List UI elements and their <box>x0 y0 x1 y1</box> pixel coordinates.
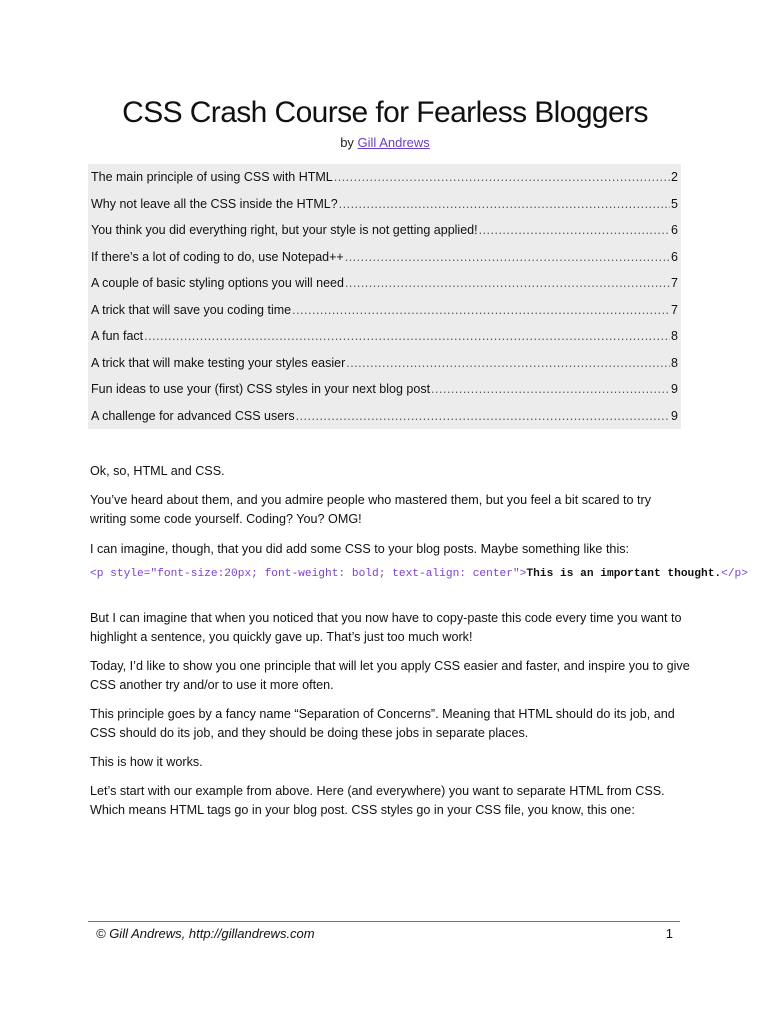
paragraph-intro: Ok, so, HTML and CSS. <box>90 464 225 478</box>
code-close-tag: </p> <box>721 568 748 580</box>
toc-entry[interactable] <box>88 376 681 403</box>
byline <box>0 135 770 150</box>
toc-entry-label: Fun ideas to use your (first) CSS styles in your next blog post <box>91 382 431 396</box>
toc-entry-page: 2 <box>671 170 678 184</box>
code-attr-name: style= <box>110 568 151 580</box>
code-text-content: This is an important thought. <box>526 568 722 580</box>
paragraph-heard-about: You’ve heard about them, and you admire people who mastered them, but you feel a bit scared to try writing some code yourself. Coding? You? OMG! <box>90 493 651 526</box>
toc-entry-label: If there’s a lot of coding to do, use Notepad++ <box>91 249 344 264</box>
toc-entry-label: You think you did everything right, but your style is not getting applied! <box>91 223 478 237</box>
author-link[interactable]: Gill Andrews <box>357 135 430 150</box>
paragraph-copy-paste: But I can imagine that when you noticed that you now have to copy-paste this code every time you want to highlight a sentence, you quickly gave up. That’s just too much work! <box>90 611 682 644</box>
toc-leader-dots <box>292 297 670 324</box>
table-of-contents <box>88 164 681 429</box>
toc-leader-dots <box>345 270 670 297</box>
toc-entry[interactable] <box>88 350 681 377</box>
toc-entry[interactable] <box>88 164 681 191</box>
code-open-tag: <p <box>90 568 111 580</box>
toc-entry-page: 7 <box>671 302 678 317</box>
toc-entry[interactable] <box>88 297 681 324</box>
toc-entry-label: A trick that will make testing your styles easier <box>91 355 346 370</box>
code-text <box>526 568 721 580</box>
toc-entry[interactable] <box>88 403 681 430</box>
toc-entry[interactable] <box>88 244 681 271</box>
toc-leader-dots <box>346 350 670 377</box>
toc-entry-label: A couple of basic styling options you will need <box>91 276 344 290</box>
footer-divider <box>88 921 680 922</box>
page-number: 1 <box>665 926 673 941</box>
toc-entry[interactable] <box>88 191 681 218</box>
toc-leader-dots <box>296 403 670 430</box>
toc-entry-page: 7 <box>671 276 678 290</box>
toc-leader-dots <box>339 191 670 218</box>
toc-entry[interactable] <box>88 217 681 244</box>
toc-leader-dots <box>144 323 670 350</box>
toc-entry-page: 9 <box>671 408 678 423</box>
toc-entry-page: 6 <box>671 249 678 264</box>
paragraph-how-it-works: This is how it works. <box>90 755 203 769</box>
toc-entry-page: 6 <box>671 223 678 237</box>
toc-leader-dots <box>479 217 670 244</box>
toc-entry-label: A challenge for advanced CSS users <box>91 408 295 423</box>
code-attr-value: "font-size:20px; font-weight: bold; text-align: center" <box>150 568 520 580</box>
code-example <box>90 567 748 582</box>
toc-leader-dots <box>345 244 670 271</box>
paragraph-separation: This principle goes by a fancy name “Separation of Concerns”. Meaning that HTML should do its job, and CSS should do its job, and they should be doing these jobs in separate places. <box>90 707 675 740</box>
toc-entry[interactable] <box>88 270 681 297</box>
paragraph-imagine: I can imagine, though, that you did add some CSS to your blog posts. Maybe something like this: <box>90 542 630 556</box>
toc-entry-page: 9 <box>671 382 678 396</box>
footer-copyright: © Gill Andrews, http://gillandrews.com <box>96 926 315 941</box>
toc-leader-dots <box>334 164 670 191</box>
toc-entry-label: Why not leave all the CSS inside the HTML? <box>91 196 338 211</box>
toc-entry-label: The main principle of using CSS with HTML <box>91 170 333 184</box>
toc-entry-label: A trick that will save you coding time <box>91 302 292 317</box>
code-open-close: > <box>519 568 527 580</box>
toc-entry-page: 8 <box>671 355 678 370</box>
byline-prefix: by <box>340 135 354 150</box>
paragraph-today: Today, I’d like to show you one principle that will let you apply CSS easier and faster, and inspire you to give CSS another try and/or to use it more often. <box>90 659 690 692</box>
paragraph-example: Let’s start with our example from above. Here (and everywhere) you want to separate HTML from CSS. Which means HTML tags go in your blog post. CSS styles go in your CSS file, you know, this one: <box>90 784 665 817</box>
toc-entry-page: 5 <box>671 196 678 211</box>
toc-entry-page: 8 <box>671 329 678 343</box>
toc-leader-dots <box>431 376 670 403</box>
document-title: CSS Crash Course for Fearless Bloggers <box>122 96 648 129</box>
toc-entry-label: A fun fact <box>91 329 144 343</box>
toc-entry[interactable] <box>88 323 681 350</box>
